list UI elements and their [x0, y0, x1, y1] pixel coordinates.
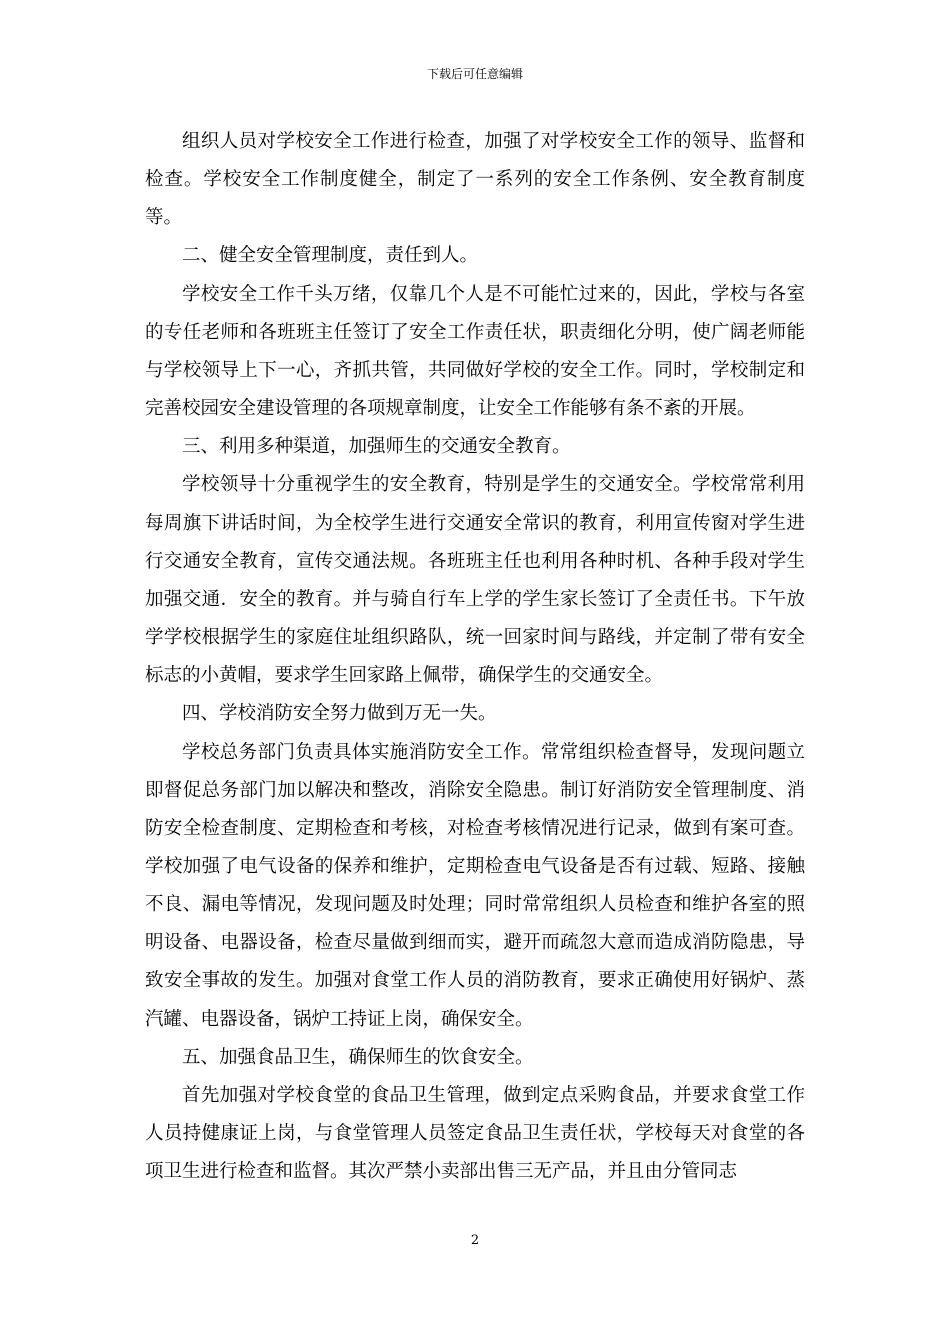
section-heading: 三、利用多种渠道，加强师生的交通安全教育。: [182, 436, 571, 458]
paragraph: 组织人员对学校安全工作进行检查，加强了对学校安全工作的领导、监督和检查。学校安全工作制度健全，制定了一系列的安全工作条例、安全教育制度等。: [145, 131, 805, 229]
paragraph: 学校领导十分重视学生的安全教育，特别是学生的交通安全。学校常常利用每周旗下讲话时间，为全校学生进行交通安全常识的教育，利用宣传窗对学生进行交通安全教育，宣传交通法规。各班班主任也利用各种时机、各种手段对学生加强交通．安全的教育。并与骑自行车上学的学生家长签订了全责任书。下午放学学校根据学生的家庭住址组织路队，统一回家时间与路线，并定制了带有安全标志的小黄帽，要求学生回家路上佩带，确保学生的交通安全。: [145, 474, 805, 687]
section-heading: 二、健全安全管理制度，责任到人。: [182, 245, 479, 267]
page-number: 2: [470, 1233, 480, 1248]
page-header: 下载后可任意编辑: [426, 67, 523, 81]
paragraph: 学校安全工作千头万绪，仅靠几个人是不可能忙过来的，因此，学校与各室的专任老师和各班班主任签订了安全工作责任状，职责细化分明，使广阔老师能与学校领导上下一心，齐抓共管，共同做好学校的安全工作。同时，学校制定和完善校园安全建设管理的各项规章制度，让安全工作能够有条不紊的开展。: [145, 283, 805, 420]
paragraph: 学校总务部门负责具体实施消防安全工作。常常组织检查督导，发现问题立即督促总务部门加以解决和整改，消除安全隐患。制订好消防安全管理制度、消防安全检查制度、定期检查和考核，对检查考核情况进行记录，做到有案可查。学校加强了电气设备的保养和维护，定期检查电气设备是否有过载、短路、接触不良、漏电等情况，发现问题及时处理；同时常常组织人员检查和维护各室的照明设备、电器设备，检查尽量做到细而实，避开而疏忽大意而造成消防隐患，导致安全事故的发生。加强对食堂工作人员的消防教育，要求正确使用好锅炉、蒸汽罐、电器设备，锅炉工持证上岗，确保安全。: [145, 741, 805, 1030]
document-body: [145, 123, 805, 1191]
paragraph: 首先加强对学校食堂的食品卫生管理，做到定点采购食品，并要求食堂工作人员持健康证上岗，与食堂管理人员签定食品卫生责任状，学校每天对食堂的各项卫生进行检查和监督。其次严禁小卖部出售三无产品，并且由分管同志: [145, 1084, 805, 1183]
section-heading: 五、加强食品卫生，确保师生的饮食安全。: [182, 1046, 534, 1068]
section-heading: 四、学校消防安全努力做到万无一失。: [182, 703, 497, 725]
